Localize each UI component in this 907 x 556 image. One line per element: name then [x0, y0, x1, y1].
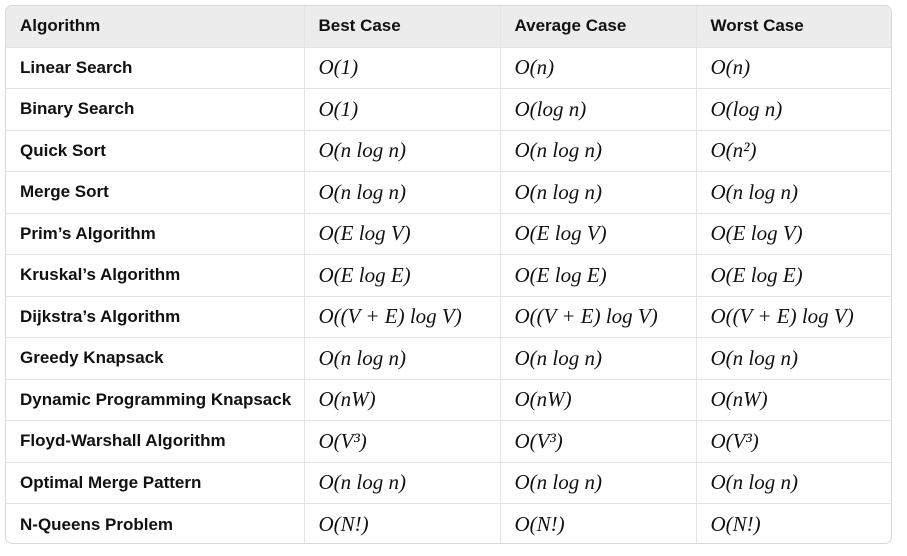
worst-case-cell: O(n)	[696, 47, 891, 89]
table-row	[6, 296, 891, 338]
best-case-cell: O(nW)	[304, 379, 500, 421]
complexity-table	[6, 6, 891, 544]
table-row	[6, 504, 891, 545]
header-average-case: Average Case	[500, 6, 696, 47]
table-row	[6, 379, 891, 421]
table-row	[6, 172, 891, 214]
best-case-cell: O((V + E) log V)	[304, 296, 500, 338]
algorithm-cell: N-Queens Problem	[6, 504, 304, 545]
best-case-cell: O(N!)	[304, 504, 500, 545]
algorithm-cell: Quick Sort	[6, 130, 304, 172]
algorithm-cell: Floyd-Warshall Algorithm	[6, 421, 304, 463]
algorithm-cell: Binary Search	[6, 89, 304, 131]
table-row	[6, 338, 891, 380]
algorithm-cell: Dijkstra’s Algorithm	[6, 296, 304, 338]
average-case-cell: O(N!)	[500, 504, 696, 545]
best-case-cell: O(E log V)	[304, 213, 500, 255]
table-row	[6, 89, 891, 131]
table-row	[6, 47, 891, 89]
algorithm-cell: Greedy Knapsack	[6, 338, 304, 380]
worst-case-cell: O(n log n)	[696, 338, 891, 380]
algorithm-cell: Dynamic Programming Knapsack	[6, 379, 304, 421]
best-case-cell: O(n log n)	[304, 172, 500, 214]
header-worst-case: Worst Case	[696, 6, 891, 47]
worst-case-cell: O(log n)	[696, 89, 891, 131]
average-case-cell: O(log n)	[500, 89, 696, 131]
best-case-cell: O(n log n)	[304, 462, 500, 504]
table-row	[6, 462, 891, 504]
algorithm-cell: Prim’s Algorithm	[6, 213, 304, 255]
best-case-cell: O(E log E)	[304, 255, 500, 297]
best-case-cell: O(1)	[304, 89, 500, 131]
algorithm-cell: Merge Sort	[6, 172, 304, 214]
worst-case-cell: O((V + E) log V)	[696, 296, 891, 338]
table-row	[6, 421, 891, 463]
average-case-cell: O(nW)	[500, 379, 696, 421]
best-case-cell: O(V³)	[304, 421, 500, 463]
worst-case-cell: O(N!)	[710, 512, 761, 536]
average-case-cell: O(n log n)	[500, 130, 696, 172]
average-case-cell: O(E log V)	[500, 213, 696, 255]
worst-case-cell: O(V³)	[696, 421, 891, 463]
header-row	[6, 6, 891, 47]
average-case-cell: O(n log n)	[500, 462, 696, 504]
complexity-table-container	[5, 5, 892, 544]
algorithm-cell: Optimal Merge Pattern	[6, 462, 304, 504]
average-case-cell: O(E log E)	[500, 255, 696, 297]
average-case-cell: O(n log n)	[500, 338, 696, 380]
worst-case-cell: O(n log n)	[696, 172, 891, 214]
table-row	[6, 213, 891, 255]
average-case-cell: O((V + E) log V)	[500, 296, 696, 338]
average-case-cell: O(V³)	[500, 421, 696, 463]
best-case-cell: O(n log n)	[304, 130, 500, 172]
algorithm-cell: Linear Search	[6, 47, 304, 89]
table-row	[6, 130, 891, 172]
worst-case-cell: O(E log V)	[696, 213, 891, 255]
algorithm-cell: Kruskal’s Algorithm	[6, 255, 304, 297]
average-case-cell: O(n)	[500, 47, 696, 89]
average-case-cell: O(n log n)	[500, 172, 696, 214]
worst-case-cell: O(nW)	[696, 379, 891, 421]
worst-case-cell: O(n²)	[696, 130, 891, 172]
table-row	[6, 255, 891, 297]
best-case-cell: O(n log n)	[304, 338, 500, 380]
header-algorithm: Algorithm	[6, 6, 304, 47]
worst-case-cell: O(E log E)	[696, 255, 891, 297]
best-case-cell: O(1)	[304, 47, 500, 89]
worst-case-cell: O(n log n)	[696, 462, 891, 504]
header-best-case: Best Case	[304, 6, 500, 47]
